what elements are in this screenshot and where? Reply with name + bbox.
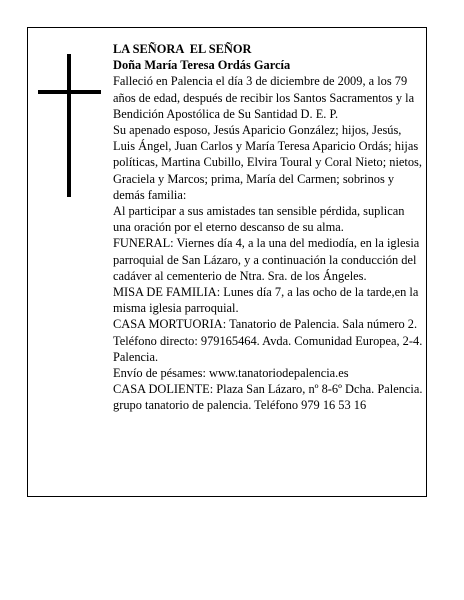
obituary-notice [27,27,427,497]
footer-line: grupo tanatorio de palencia. Teléfono 979 16 53 16 [113,398,367,413]
funeral-paragraph: FUNERAL: Viernes día 4, a la una del mediodía, en la iglesia parroquial de San Lázaro, y a continuación la conducción del cadáver al cementerio de Ntra. Sra. de los Ángeles. [113,236,420,283]
cross-horizontal-bar [38,90,101,94]
mourning-house-paragraph: CASA DOLIENTE: Plaza San Lázaro, nº 8-6º Dcha. Palencia. [113,382,423,397]
family-mass-paragraph: MISA DE FAMILIA: Lunes día 7, a las ocho de la tarde,en la misma iglesia parroquial. [113,285,419,316]
deceased-name: Doña María Teresa Ordás García [113,58,291,73]
notice-body [113,41,423,414]
cross-vertical-bar [67,54,71,197]
cross-icon [28,28,108,228]
death-notice-paragraph: Falleció en Palencia el día 3 de diciembre de 2009, a los 79 años de edad, después de recibir los Santos Sacramentos y la Bendición Apostólica de Su Santidad D. E. P. [113,74,415,121]
funeral-home-paragraph: CASA MORTUORIA: Tanatorio de Palencia. Sala número 2. Teléfono directo: 979165464. Avda. Comunidad Europea, 2-4. Palencia. [113,317,423,364]
prayer-request-paragraph: Al participar a sus amistades tan sensible pérdida, suplican una oración por el eterno descanso de su alma. [113,204,405,235]
condolences-paragraph: Envío de pésames: www.tanatoriodepalencia.es [113,366,349,381]
family-paragraph: Su apenado esposo, Jesús Aparicio González; hijos, Jesús, Luis Ángel, Juan Carlos y María Teresa Aparicio Ordás; hijas políticas, Martina Cubillo, Elvira Toural y Coral Nieto; nietos, Graciela y Marcos; prima, María del Carmen; sobrinos y demás familia: [113,123,422,202]
notice-heading: LA SEÑORA EL SEÑOR [113,42,252,56]
